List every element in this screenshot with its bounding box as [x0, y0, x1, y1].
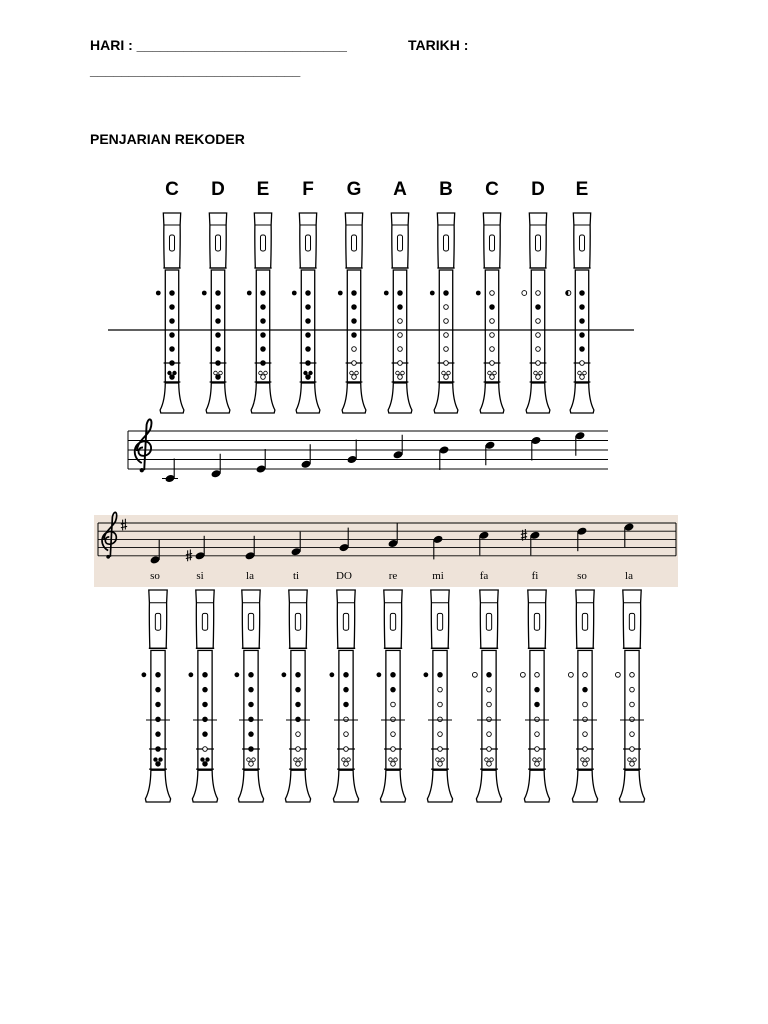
window	[629, 613, 634, 630]
double-hole	[342, 758, 346, 762]
finger-hole	[536, 319, 541, 324]
finger-hole	[203, 673, 208, 678]
double-hole	[396, 371, 400, 375]
double-hole	[436, 758, 440, 762]
finger-hole	[306, 319, 311, 324]
finger-hole	[296, 702, 301, 707]
recorder-bell	[434, 383, 458, 413]
finger-hole	[391, 673, 396, 678]
recorder-bell	[427, 770, 452, 802]
finger-hole	[249, 673, 254, 678]
finger-hole	[583, 732, 588, 737]
finger-hole	[249, 762, 254, 767]
recorder-bell	[206, 383, 230, 413]
window	[397, 235, 402, 251]
finger-hole	[391, 732, 396, 737]
finger-hole	[296, 673, 301, 678]
finger-hole	[438, 762, 443, 767]
finger-hole	[344, 687, 349, 692]
finger-hole	[444, 291, 449, 296]
finger-hole	[536, 291, 541, 296]
recorder-bell	[388, 383, 412, 413]
finger-hole	[261, 375, 266, 380]
finger-hole	[487, 732, 492, 737]
finger-hole	[490, 375, 495, 380]
finger-hole	[444, 319, 449, 324]
finger-hole	[170, 361, 175, 366]
finger-hole	[630, 702, 635, 707]
window	[443, 235, 448, 251]
double-hole	[441, 758, 445, 762]
note-letter: B	[439, 179, 453, 200]
solfa-label: ti	[292, 570, 300, 582]
thumb-hole	[522, 291, 527, 296]
double-hole	[538, 758, 542, 762]
recorder-bell	[192, 770, 217, 802]
finger-hole	[398, 333, 403, 338]
finger-hole	[352, 347, 357, 352]
finger-hole	[344, 732, 349, 737]
finger-hole	[344, 717, 349, 722]
window	[351, 235, 356, 251]
solfa-label: fa	[479, 570, 489, 582]
double-hole	[154, 758, 158, 762]
finger-hole	[438, 732, 443, 737]
recorder-bell	[145, 770, 170, 802]
double-hole	[442, 371, 446, 375]
finger-hole	[487, 673, 492, 678]
double-hole	[633, 758, 637, 762]
tarikh-line: ___________________________	[90, 62, 301, 78]
finger-hole	[170, 333, 175, 338]
double-hole	[219, 371, 223, 375]
solfa-label: re	[388, 570, 398, 582]
finger-hole	[580, 319, 585, 324]
finger-hole	[391, 747, 396, 752]
note-letter: F	[302, 179, 314, 200]
finger-hole	[444, 305, 449, 310]
finger-hole	[490, 361, 495, 366]
note-letter: C	[485, 179, 499, 200]
window	[582, 613, 587, 630]
finger-hole	[249, 702, 254, 707]
finger-hole	[306, 291, 311, 296]
finger-hole	[249, 732, 254, 737]
finger-hole	[352, 319, 357, 324]
double-hole	[304, 371, 308, 375]
finger-hole	[536, 361, 541, 366]
finger-hole	[535, 747, 540, 752]
finger-hole	[352, 361, 357, 366]
finger-hole	[391, 702, 396, 707]
note-letter: C	[165, 179, 179, 200]
finger-hole	[306, 361, 311, 366]
thumb-hole	[188, 672, 193, 677]
finger-hole	[536, 305, 541, 310]
finger-hole	[580, 375, 585, 380]
thumb-hole	[430, 291, 435, 296]
finger-hole	[391, 762, 396, 767]
finger-hole	[306, 347, 311, 352]
finger-hole	[630, 747, 635, 752]
finger-hole	[352, 375, 357, 380]
window	[295, 613, 300, 630]
window	[535, 235, 540, 251]
note-letter: A	[393, 179, 407, 200]
double-hole	[389, 758, 393, 762]
finger-hole	[170, 305, 175, 310]
finger-hole	[583, 762, 588, 767]
finger-hole	[156, 747, 161, 752]
finger-hole	[487, 762, 492, 767]
double-hole	[264, 371, 268, 375]
window	[169, 235, 174, 251]
finger-hole	[580, 291, 585, 296]
recorder-bell	[476, 770, 501, 802]
recorder-bell	[619, 770, 644, 802]
finger-hole	[216, 305, 221, 310]
finger-hole	[216, 291, 221, 296]
thumb-hole	[247, 291, 252, 296]
thumb-hole	[234, 672, 239, 677]
staff-1	[128, 419, 608, 483]
finger-hole	[630, 732, 635, 737]
finger-hole	[216, 347, 221, 352]
finger-hole	[170, 319, 175, 324]
finger-hole	[170, 375, 175, 380]
finger-hole	[630, 687, 635, 692]
finger-hole	[438, 717, 443, 722]
finger-hole	[630, 717, 635, 722]
window	[534, 613, 539, 630]
finger-hole	[438, 687, 443, 692]
finger-hole	[306, 305, 311, 310]
finger-hole	[580, 361, 585, 366]
thumb-hole	[292, 291, 297, 296]
finger-hole	[261, 305, 266, 310]
double-hole	[578, 371, 582, 375]
thumb-hole	[568, 672, 573, 677]
window	[202, 613, 207, 630]
finger-hole	[203, 717, 208, 722]
finger-hole	[535, 687, 540, 692]
note-letter: G	[346, 179, 362, 200]
finger-hole	[203, 687, 208, 692]
finger-hole	[344, 747, 349, 752]
double-hole	[309, 371, 313, 375]
solfa-label: so	[577, 570, 587, 582]
finger-hole	[490, 347, 495, 352]
recorder-bell	[160, 383, 184, 413]
finger-hole	[398, 361, 403, 366]
finger-hole	[398, 375, 403, 380]
finger-hole	[583, 687, 588, 692]
finger-hole	[156, 673, 161, 678]
finger-hole	[444, 333, 449, 338]
finger-hole	[391, 717, 396, 722]
double-hole	[206, 758, 210, 762]
finger-hole	[583, 673, 588, 678]
solfa-label: la	[246, 570, 254, 582]
window	[305, 235, 310, 251]
thumb-hole	[376, 672, 381, 677]
recorder-bell	[480, 383, 504, 413]
finger-hole	[156, 762, 161, 767]
finger-hole	[203, 762, 208, 767]
finger-hole	[536, 375, 541, 380]
finger-hole	[203, 732, 208, 737]
finger-hole	[216, 333, 221, 338]
finger-hole	[630, 673, 635, 678]
finger-hole	[490, 305, 495, 310]
finger-hole	[398, 347, 403, 352]
thumb-hole	[476, 291, 481, 296]
finger-hole	[170, 347, 175, 352]
double-hole	[294, 758, 298, 762]
finger-hole	[391, 687, 396, 692]
double-hole	[201, 758, 205, 762]
finger-hole	[296, 762, 301, 767]
double-hole	[247, 758, 251, 762]
finger-hole	[583, 702, 588, 707]
finger-hole	[261, 291, 266, 296]
solfa-label: mi	[432, 570, 444, 582]
finger-hole	[216, 375, 221, 380]
double-hole	[488, 371, 492, 375]
thumb-hole	[472, 672, 477, 677]
window	[260, 235, 265, 251]
double-hole	[447, 371, 451, 375]
recorder-bell	[380, 770, 405, 802]
thumb-hole	[338, 291, 343, 296]
finger-hole	[296, 687, 301, 692]
solfa-label: si	[196, 570, 204, 582]
double-hole	[628, 758, 632, 762]
window	[390, 613, 395, 630]
double-hole	[493, 371, 497, 375]
finger-hole	[580, 333, 585, 338]
finger-hole	[261, 319, 266, 324]
recorder-bell	[296, 383, 320, 413]
finger-hole	[261, 347, 266, 352]
clef-tail	[140, 468, 144, 472]
finger-hole	[296, 732, 301, 737]
double-hole	[586, 758, 590, 762]
note-letter: E	[256, 179, 270, 200]
window	[343, 613, 348, 630]
finger-hole	[535, 673, 540, 678]
double-hole	[355, 371, 359, 375]
recorder-bell	[238, 770, 263, 802]
finger-hole	[398, 305, 403, 310]
double-hole	[168, 371, 172, 375]
double-hole	[583, 371, 587, 375]
finger-hole	[203, 747, 208, 752]
finger-hole	[203, 702, 208, 707]
finger-hole	[344, 673, 349, 678]
double-hole	[581, 758, 585, 762]
finger-hole	[438, 702, 443, 707]
finger-hole	[444, 361, 449, 366]
finger-hole	[580, 305, 585, 310]
staff-band	[94, 515, 678, 587]
thumb-hole	[423, 672, 428, 677]
solfa-label: fi	[531, 570, 539, 582]
double-hole	[159, 758, 163, 762]
thumb-hole	[520, 672, 525, 677]
double-hole	[394, 758, 398, 762]
solfa-label: DO	[336, 570, 352, 582]
finger-hole	[536, 333, 541, 338]
window	[579, 235, 584, 251]
double-hole	[252, 758, 256, 762]
recorder-bell	[570, 383, 594, 413]
finger-hole	[352, 291, 357, 296]
finger-hole	[490, 319, 495, 324]
finger-hole	[490, 291, 495, 296]
finger-hole	[438, 673, 443, 678]
finger-hole	[306, 333, 311, 338]
double-hole	[214, 371, 218, 375]
finger-hole	[352, 305, 357, 310]
finger-hole	[535, 732, 540, 737]
thumb-hole	[329, 672, 334, 677]
finger-hole	[249, 747, 254, 752]
finger-hole	[156, 702, 161, 707]
window	[437, 613, 442, 630]
finger-hole	[583, 747, 588, 752]
finger-hole	[535, 717, 540, 722]
window	[486, 613, 491, 630]
solfa-label: la	[625, 570, 633, 582]
double-hole	[401, 371, 405, 375]
tarikh-field: TARIKH :	[408, 37, 469, 53]
double-hole	[299, 758, 303, 762]
finger-hole	[535, 702, 540, 707]
finger-hole	[487, 702, 492, 707]
finger-hole	[249, 717, 254, 722]
recorder-bell	[526, 383, 550, 413]
double-hole	[490, 758, 494, 762]
finger-hole	[580, 347, 585, 352]
fingering-chart-2	[94, 512, 678, 802]
finger-hole	[216, 361, 221, 366]
thumb-hole	[202, 291, 207, 296]
clef-tail	[106, 555, 110, 559]
recorder-bell	[524, 770, 549, 802]
double-hole	[539, 371, 543, 375]
finger-hole	[398, 319, 403, 324]
double-hole	[533, 758, 537, 762]
finger-hole	[487, 717, 492, 722]
note-letter: D	[531, 179, 545, 200]
double-hole	[259, 371, 263, 375]
double-hole	[534, 371, 538, 375]
double-hole	[485, 758, 489, 762]
finger-hole	[261, 361, 266, 366]
finger-hole	[487, 747, 492, 752]
finger-hole	[156, 717, 161, 722]
finger-hole	[344, 702, 349, 707]
finger-hole	[261, 333, 266, 338]
finger-hole	[216, 319, 221, 324]
recorder-bell	[333, 770, 358, 802]
page-title: PENJARIAN REKODER	[90, 131, 245, 147]
recorder-bell	[251, 383, 275, 413]
recorder-bell	[572, 770, 597, 802]
hari-field: HARI : ___________________________	[90, 37, 347, 53]
solfa-label: so	[150, 570, 160, 582]
note-letter: E	[575, 179, 589, 200]
thumb-hole	[141, 672, 146, 677]
fingering-chart-1	[108, 179, 634, 483]
finger-hole	[296, 747, 301, 752]
finger-hole	[444, 375, 449, 380]
finger-hole	[490, 333, 495, 338]
finger-hole	[170, 291, 175, 296]
finger-hole	[352, 333, 357, 338]
window	[248, 613, 253, 630]
finger-hole	[630, 762, 635, 767]
finger-hole	[249, 687, 254, 692]
finger-hole	[535, 762, 540, 767]
finger-hole	[344, 762, 349, 767]
finger-hole	[487, 687, 492, 692]
double-hole	[173, 371, 177, 375]
finger-hole	[444, 347, 449, 352]
window	[215, 235, 220, 251]
window	[489, 235, 494, 251]
finger-hole	[156, 687, 161, 692]
finger-hole	[398, 291, 403, 296]
double-hole	[347, 758, 351, 762]
finger-hole	[156, 732, 161, 737]
thumb-hole	[156, 291, 161, 296]
double-hole	[350, 371, 354, 375]
finger-hole	[306, 375, 311, 380]
finger-hole	[536, 347, 541, 352]
finger-hole	[296, 717, 301, 722]
finger-hole	[438, 747, 443, 752]
thumb-hole	[384, 291, 389, 296]
thumb-hole	[281, 672, 286, 677]
recorder-bell	[342, 383, 366, 413]
treble-clef-icon	[135, 419, 152, 470]
thumb-hole	[615, 672, 620, 677]
window	[155, 613, 160, 630]
recorder-bell	[285, 770, 310, 802]
finger-hole	[583, 717, 588, 722]
note-letter: D	[211, 179, 225, 200]
